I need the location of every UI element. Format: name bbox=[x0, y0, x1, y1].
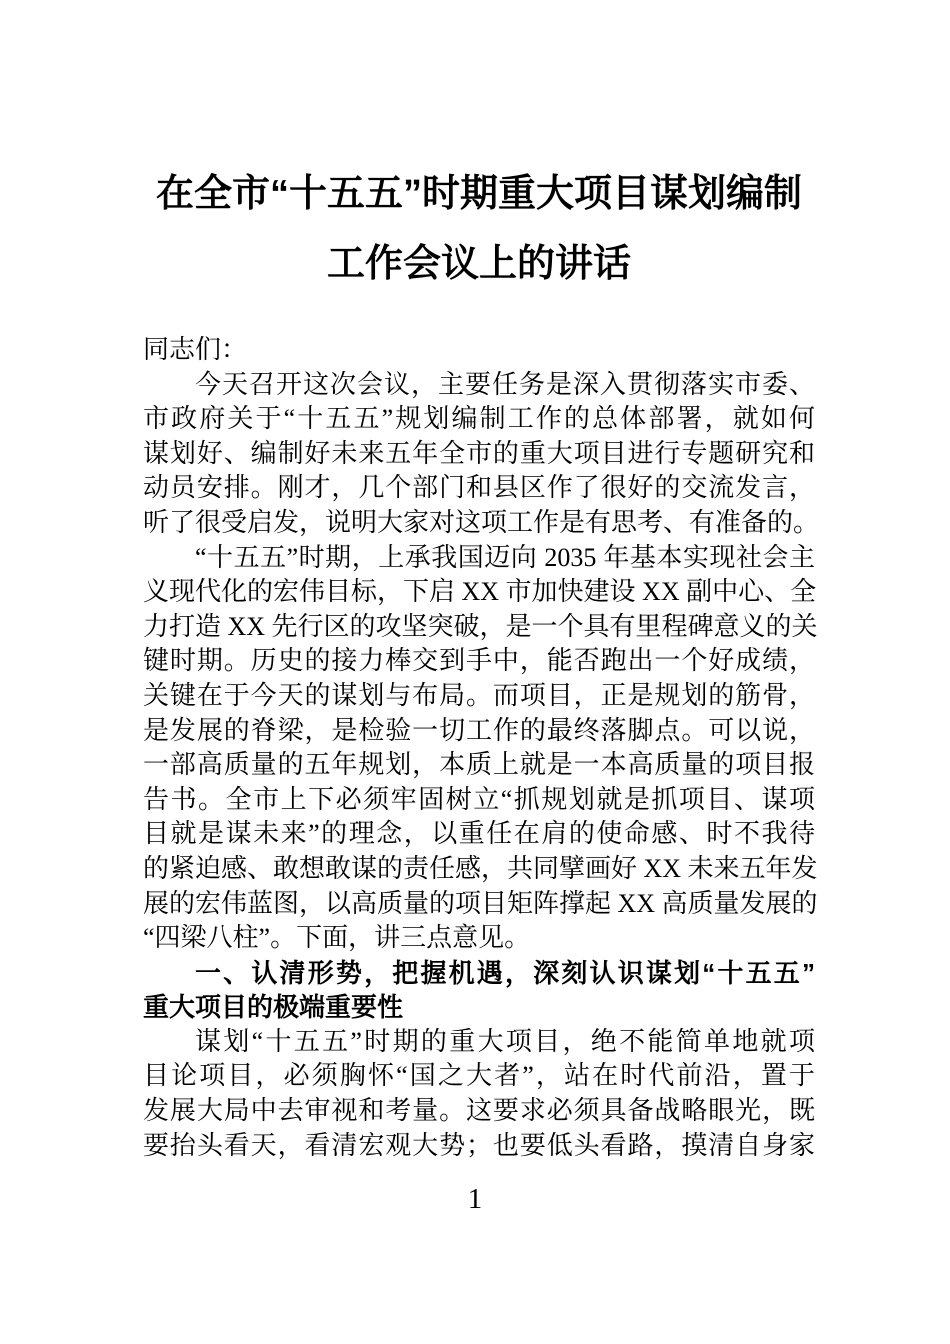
document-title bbox=[0, 159, 815, 299]
text-line: 谋划“十五五”时期的重大项目，绝不能简单地就项 bbox=[195, 1026, 815, 1056]
text-line: 谋划好、编制好未来五年全市的重大项目进行专题研究和 bbox=[143, 438, 815, 468]
text-line: 今天召开这次会议，主要任务是深入贯彻落实市委、 bbox=[195, 369, 815, 399]
text-line: 动员安排。刚才，几个部门和县区作了很好的交流发言， bbox=[143, 473, 815, 503]
text-line: 是发展的脊梁，是检验一切工作的最终落脚点。可以说， bbox=[143, 715, 815, 745]
text-line: 的紧迫感、敢想敢谋的责任感，共同擘画好 XX 未来五年发 bbox=[143, 853, 818, 883]
page-number: 1 bbox=[467, 1183, 483, 1215]
document-title-line-2: 工作会议上的讲话 bbox=[326, 243, 631, 285]
text-line: 键时期。历史的接力棒交到手中，能否跑出一个好成绩， bbox=[143, 646, 815, 676]
text-line: 一部高质量的五年规划，本质上就是一本高质量的项目报 bbox=[143, 750, 815, 780]
text-line: 义现代化的宏伟目标，下启 XX 市加快建设 XX 副中心、全 bbox=[143, 577, 817, 607]
document-title-line-1: 在全市“十五五”时期重大项目谋划编制 bbox=[155, 173, 802, 215]
text-line: 听了很受启发，说明大家对这项工作是有思考、有准备的。 bbox=[143, 507, 820, 537]
text-line: “四梁八柱”。下面，讲三点意见。 bbox=[143, 923, 531, 953]
text-line: 告书。全市上下必须牢固树立“抓规划就是抓项目、谋项 bbox=[143, 784, 815, 814]
text-line: 展的宏伟蓝图，以高质量的项目矩阵撑起 XX 高质量发展的 bbox=[143, 888, 818, 918]
salutation-line: 同志们： bbox=[143, 335, 248, 364]
section-heading-line: 重大项目的极端重要性 bbox=[143, 992, 404, 1023]
text-line: 要抬头看天，看清宏观大势；也要低头看路，摸清自身家 bbox=[143, 1130, 815, 1160]
text-line: 市政府关于“十五五”规划编制工作的总体部署，就如何 bbox=[143, 404, 815, 434]
text-line: 力打造 XX 先行区的攻坚突破，是一个具有里程碑意义的关 bbox=[143, 611, 818, 641]
section-heading-line: 一、认清形势，把握机遇，深刻认识谋划“十五五” bbox=[195, 957, 815, 988]
text-line: 目就是谋未来”的理念，以重任在肩的使命感、时不我待 bbox=[143, 819, 815, 849]
text-line: “十五五”时期，上承我国迈向 2035 年基本实现社会主 bbox=[195, 542, 815, 572]
text-line: 目论项目，必须胸怀“国之大者”，站在时代前沿，置于 bbox=[143, 1061, 815, 1091]
document-body bbox=[0, 333, 820, 1163]
text-line: 发展大局中去审视和考量。这要求必须具备战略眼光，既 bbox=[143, 1096, 815, 1126]
text-line: 关键在于今天的谋划与布局。而项目，正是规划的筋骨， bbox=[143, 680, 815, 710]
